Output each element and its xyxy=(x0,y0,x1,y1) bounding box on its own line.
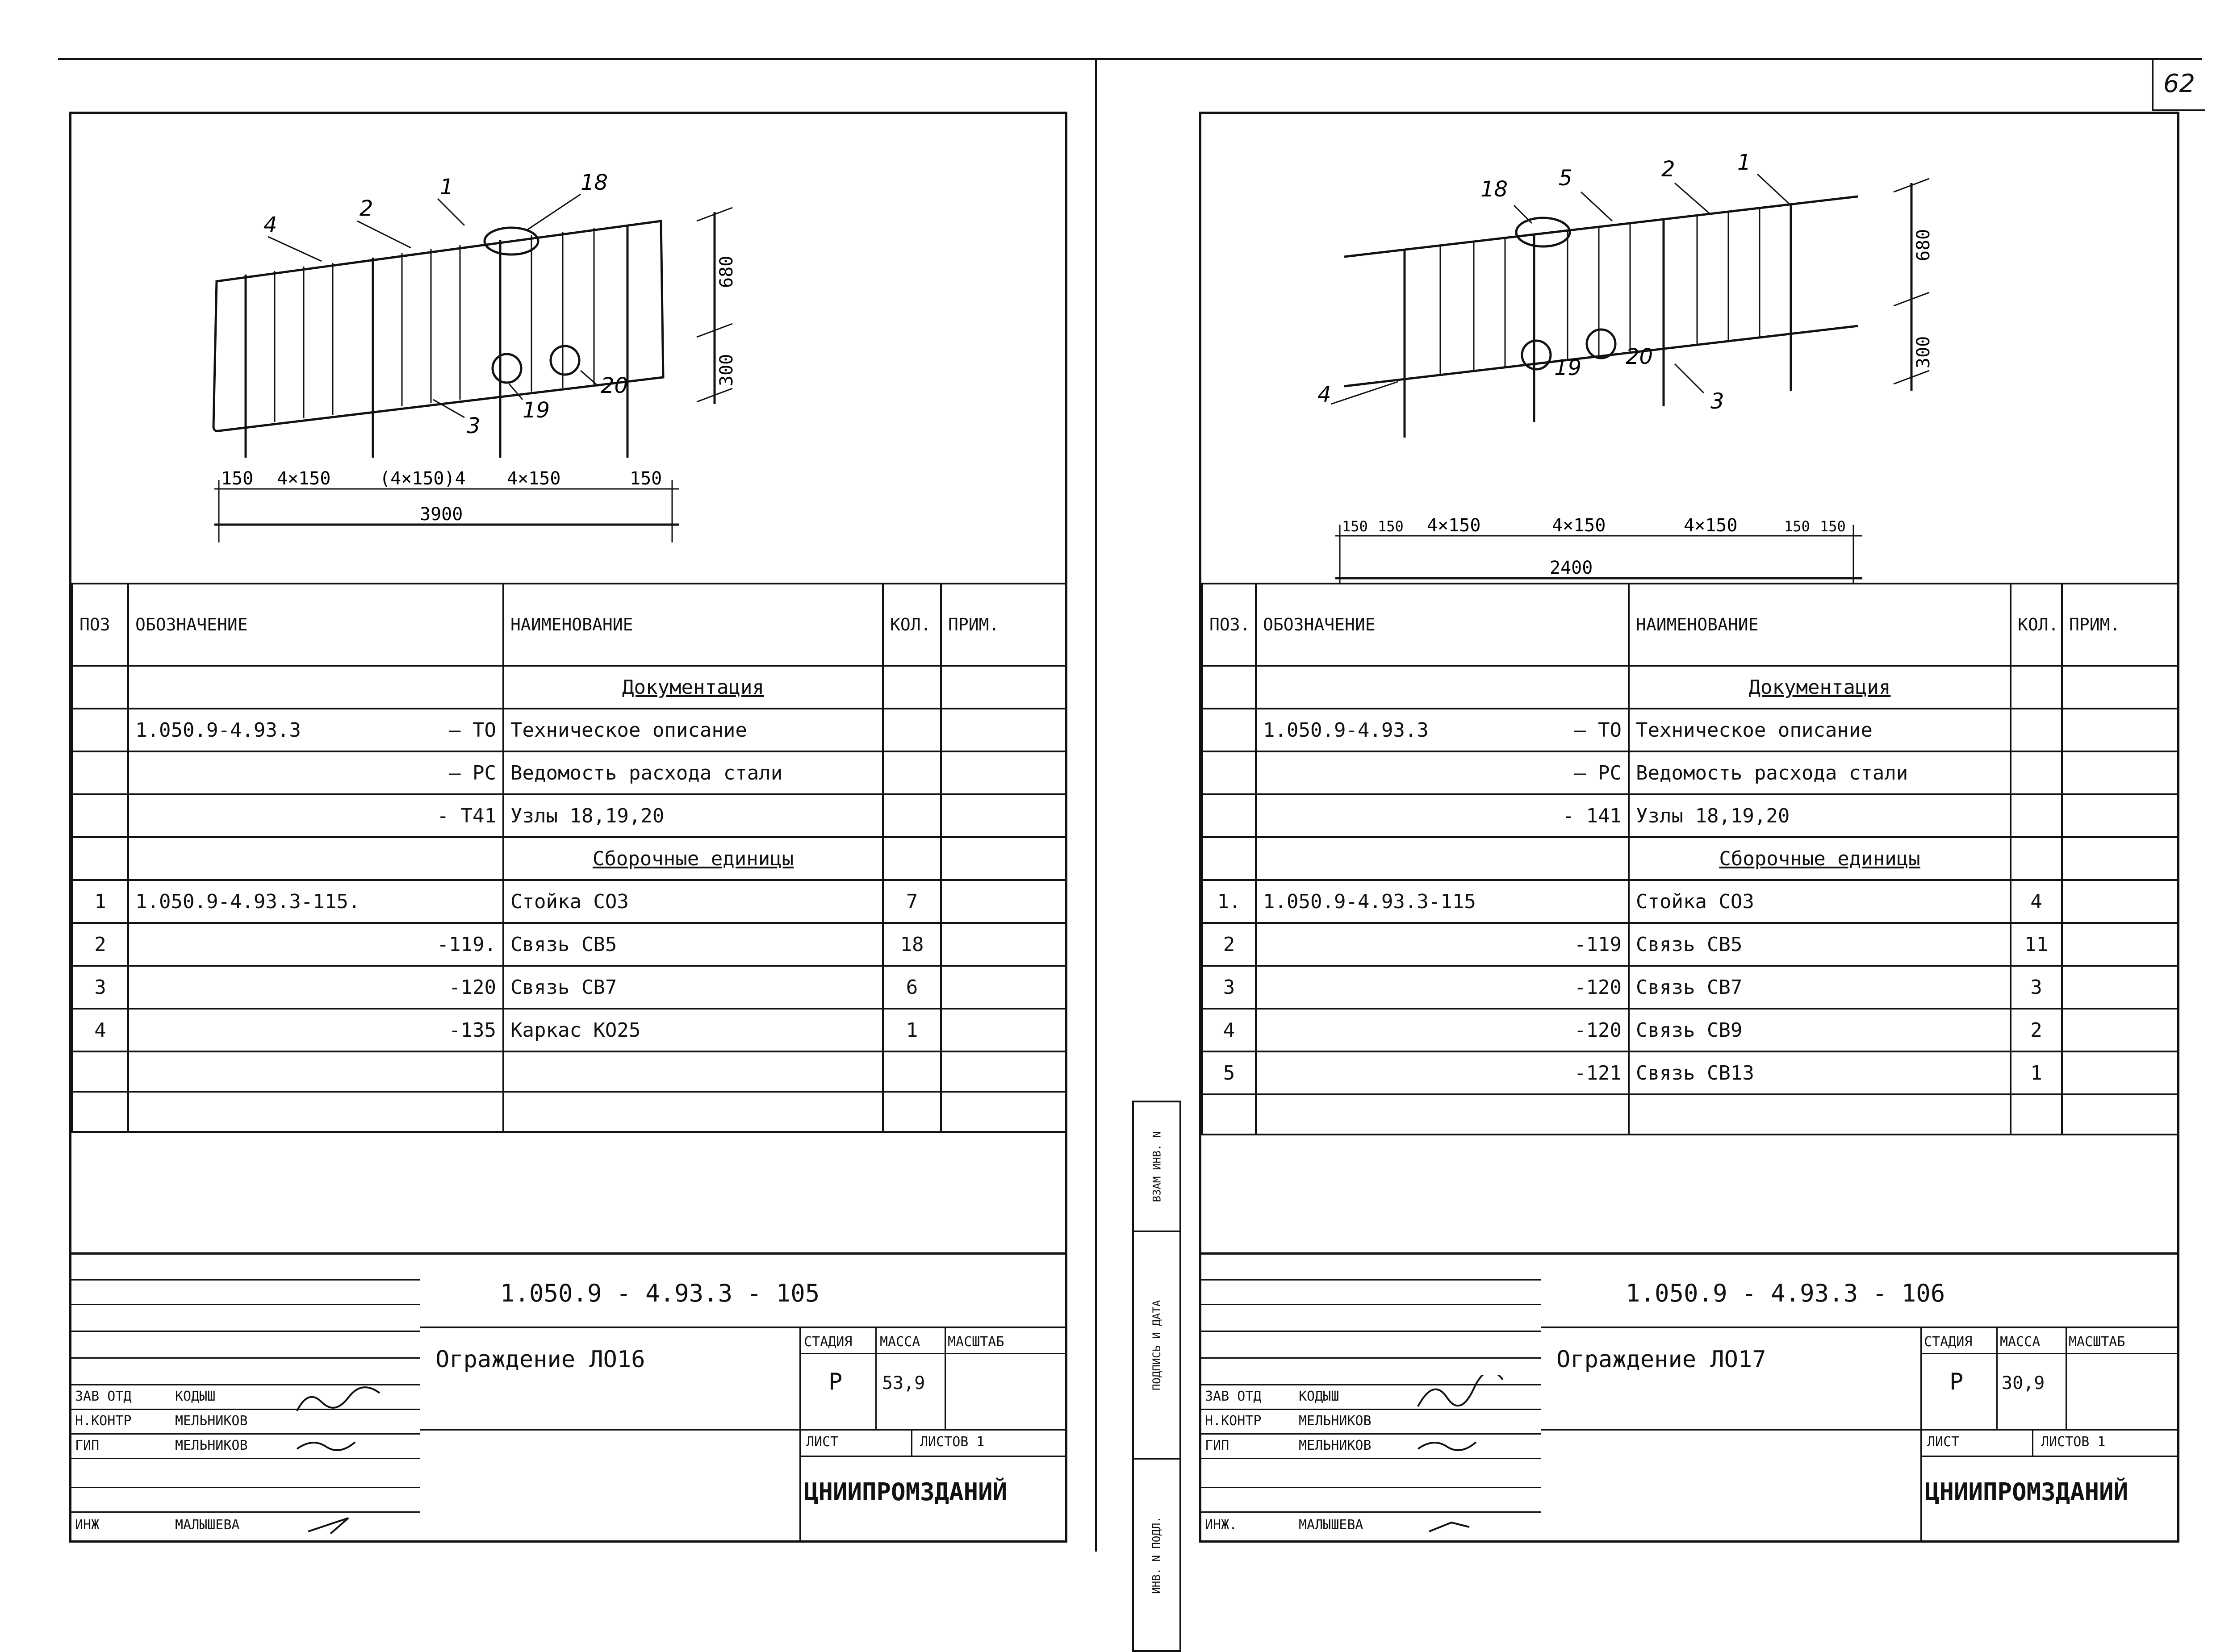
signature-mark xyxy=(1416,1433,1478,1456)
role-head: ЗАВ ОТД xyxy=(75,1389,132,1404)
table-row: 1.050.9-4.93.3 – ТО Техническое описание xyxy=(1202,709,2178,751)
col-note: ПРИМ. xyxy=(941,584,1066,666)
label-pos-4: 4 xyxy=(263,213,277,238)
signature-mark xyxy=(295,1384,384,1420)
node-20-marker xyxy=(1587,330,1615,358)
spec-table-lo17 xyxy=(1201,583,2179,1135)
stage-value: Р xyxy=(1949,1368,1964,1395)
spec-header-row xyxy=(72,584,1066,666)
title-block-lo16 xyxy=(71,1252,1065,1540)
table-row: 1 1.050.9-4.93.3-115. Стойка СО3 7 xyxy=(72,880,1066,923)
stamp-replaced-inv: ВЗАМ ИНВ. N xyxy=(1150,1131,1163,1202)
label-pos-3: 3 xyxy=(467,413,481,438)
table-row-empty xyxy=(1202,1094,2178,1135)
spec-header-row xyxy=(1202,584,2178,666)
table-row: 5 -121 Связь СВ13 1 xyxy=(1202,1051,2178,1094)
fence-frame xyxy=(213,221,663,431)
table-row: – РС Ведомость расхода стали xyxy=(72,751,1066,794)
sheet-label: ЛИСТ xyxy=(806,1434,839,1450)
person-name: МЕЛЬНИКОВ xyxy=(1299,1413,1372,1429)
dim-seg: 4×150 xyxy=(1427,515,1481,536)
stage-label: СТАДИЯ xyxy=(1924,1334,1973,1350)
label-pos-2: 2 xyxy=(1661,157,1675,182)
sheet-label: ЛИСТ xyxy=(1927,1434,1960,1450)
dim-680: 680 xyxy=(716,255,737,288)
stage-label: СТАДИЯ xyxy=(804,1334,853,1350)
fence-drawing-lo16 xyxy=(71,114,1065,583)
person-name: МАЛЫШЕВА xyxy=(1299,1517,1363,1533)
role-norm: Н.КОНТР xyxy=(75,1413,132,1429)
label-node-19: 19 xyxy=(1554,355,1582,380)
col-pos: ПОЗ xyxy=(72,584,128,666)
dim-seg: 150 xyxy=(630,468,662,489)
role-norm: Н.КОНТР xyxy=(1205,1413,1262,1429)
stage-value: Р xyxy=(828,1368,843,1395)
signature-mark xyxy=(1425,1514,1478,1536)
role-eng: ИНЖ xyxy=(75,1517,100,1533)
node-20-marker xyxy=(551,346,579,375)
stamp-signature-date: ПОДПИСЬ И ДАТА xyxy=(1150,1300,1163,1390)
label-pos-5: 5 xyxy=(1559,166,1572,191)
table-row: 2 -119 Связь СВ5 11 xyxy=(1202,923,2178,966)
dim-seg: 4×150 xyxy=(507,468,561,489)
doc-code: 1.050.9 - 4.93.3 - 106 xyxy=(1626,1279,1945,1307)
sheet-divider xyxy=(1095,58,1097,1552)
label-pos-1: 1 xyxy=(1737,150,1751,175)
drawing-lo16 xyxy=(71,114,1065,583)
fence-drawing-lo17 xyxy=(1201,114,2177,583)
table-row: 3 -120 Связь СВ7 6 xyxy=(72,966,1066,1009)
label-node-19: 19 xyxy=(523,398,550,423)
doc-code: 1.050.9 - 4.93.3 - 105 xyxy=(500,1279,820,1307)
person-name: МЕЛЬНИКОВ xyxy=(175,1413,248,1429)
scale-label: МАСШТАБ xyxy=(948,1334,1004,1350)
col-note: ПРИМ. xyxy=(2062,584,2178,666)
dim-seg: 4×150 xyxy=(1552,515,1606,536)
dim-seg: 150 xyxy=(1342,518,1368,535)
side-stamp xyxy=(1132,1101,1181,1652)
dim-680: 680 xyxy=(1913,229,1934,261)
col-qty: КОЛ. xyxy=(2011,584,2062,666)
table-row: 1.050.9-4.93.3 – ТО Техническое описание xyxy=(72,709,1066,751)
dim-seg: 150 xyxy=(1378,518,1404,535)
person-name: КОДЫШ xyxy=(175,1389,216,1404)
person-name: МАЛЫШЕВА xyxy=(175,1517,240,1533)
table-row: - 141 Узлы 18,19,20 xyxy=(1202,794,2178,837)
mass-value: 30,9 xyxy=(2002,1373,2045,1393)
organization: ЦНИИПРОМЗДАНИЙ xyxy=(804,1478,1008,1506)
dim-total: 2400 xyxy=(1550,558,1593,578)
doc-name: Ограждение ЛО17 xyxy=(1556,1346,1766,1373)
label-pos-2: 2 xyxy=(360,196,373,221)
sheets-label: ЛИСТОВ 1 xyxy=(920,1434,985,1450)
label-node-18: 18 xyxy=(1480,177,1508,202)
label-node-18: 18 xyxy=(581,170,608,195)
role-gip: ГИП xyxy=(1205,1438,1229,1453)
table-row: 4 -120 Связь СВ9 2 xyxy=(1202,1009,2178,1051)
label-node-20: 20 xyxy=(601,373,628,398)
dim-seg: 4×150 xyxy=(277,468,331,489)
top-rail xyxy=(1344,196,1858,257)
signature-mark xyxy=(1416,1375,1505,1420)
table-row: 2 -119. Связь СВ5 18 xyxy=(72,923,1066,966)
dim-total: 3900 xyxy=(420,504,463,525)
label-pos-1: 1 xyxy=(440,175,454,200)
table-row: Документация xyxy=(1202,666,2178,709)
table-row: 4 -135 Каркас КО25 1 xyxy=(72,1009,1066,1051)
table-row: – РС Ведомость расхода стали xyxy=(1202,751,2178,794)
dim-300: 300 xyxy=(716,354,737,386)
table-row: - Т41 Узлы 18,19,20 xyxy=(72,794,1066,837)
person-name: МЕЛЬНИКОВ xyxy=(175,1438,248,1453)
sheet-lo16 xyxy=(69,112,1067,1543)
table-row-empty xyxy=(72,1092,1066,1132)
label-pos-3: 3 xyxy=(1710,389,1724,414)
signature-mark xyxy=(304,1514,357,1536)
spec-table-lo16 xyxy=(71,583,1067,1133)
signature-mark xyxy=(295,1433,357,1456)
label-node-20: 20 xyxy=(1626,344,1653,369)
col-qty: КОЛ. xyxy=(883,584,941,666)
role-eng: ИНЖ. xyxy=(1205,1517,1238,1533)
sheets-label: ЛИСТОВ 1 xyxy=(2041,1434,2106,1450)
bottom-rail xyxy=(1344,326,1858,386)
col-pos: ПОЗ. xyxy=(1202,584,1256,666)
scale-label: МАСШТАБ xyxy=(2069,1334,2125,1350)
col-name: НАИМЕНОВАНИЕ xyxy=(1629,584,2011,666)
mass-label: МАССА xyxy=(880,1334,920,1350)
dim-seg: 4×150 xyxy=(1684,515,1738,536)
col-designation: ОБОЗНАЧЕНИЕ xyxy=(1256,584,1629,666)
table-row: 3 -120 Связь СВ7 3 xyxy=(1202,966,2178,1009)
table-row: 1. 1.050.9-4.93.3-115 Стойка СО3 4 xyxy=(1202,880,2178,923)
page-number: 62 xyxy=(2152,58,2205,111)
sheet-lo17 xyxy=(1150,112,2179,1594)
role-gip: ГИП xyxy=(75,1438,100,1453)
table-row: Сборочные единицы xyxy=(1202,837,2178,880)
role-head: ЗАВ ОТД xyxy=(1205,1389,1262,1404)
title-block-lo17 xyxy=(1201,1252,2177,1540)
mass-value: 53,9 xyxy=(882,1373,925,1393)
dim-seg: 150 xyxy=(221,468,254,489)
person-name: КОДЫШ xyxy=(1299,1389,1339,1404)
dim-seg: 150 xyxy=(1784,518,1810,535)
node-19-marker xyxy=(1522,341,1551,369)
col-designation: ОБОЗНАЧЕНИЕ xyxy=(128,584,503,666)
organization: ЦНИИПРОМЗДАНИЙ xyxy=(1925,1478,2128,1506)
table-row: Сборочные единицы xyxy=(72,837,1066,880)
mass-label: МАССА xyxy=(2000,1334,2041,1350)
table-row-empty xyxy=(72,1051,1066,1092)
doc-name: Ограждение ЛО16 xyxy=(435,1346,645,1373)
top-border-line xyxy=(58,58,2202,60)
node-19-marker xyxy=(493,354,521,383)
label-pos-4: 4 xyxy=(1317,382,1331,407)
table-row: Документация xyxy=(72,666,1066,709)
stamp-inv-original: ИНВ. N ПОДЛ. xyxy=(1150,1516,1163,1594)
drawing-lo17 xyxy=(1201,114,2177,583)
dim-300: 300 xyxy=(1913,336,1934,368)
dim-seg: 150 xyxy=(1820,518,1846,535)
col-name: НАИМЕНОВАНИЕ xyxy=(503,584,883,666)
person-name: МЕЛЬНИКОВ xyxy=(1299,1438,1372,1453)
dim-seg: (4×150)4 xyxy=(380,468,466,489)
